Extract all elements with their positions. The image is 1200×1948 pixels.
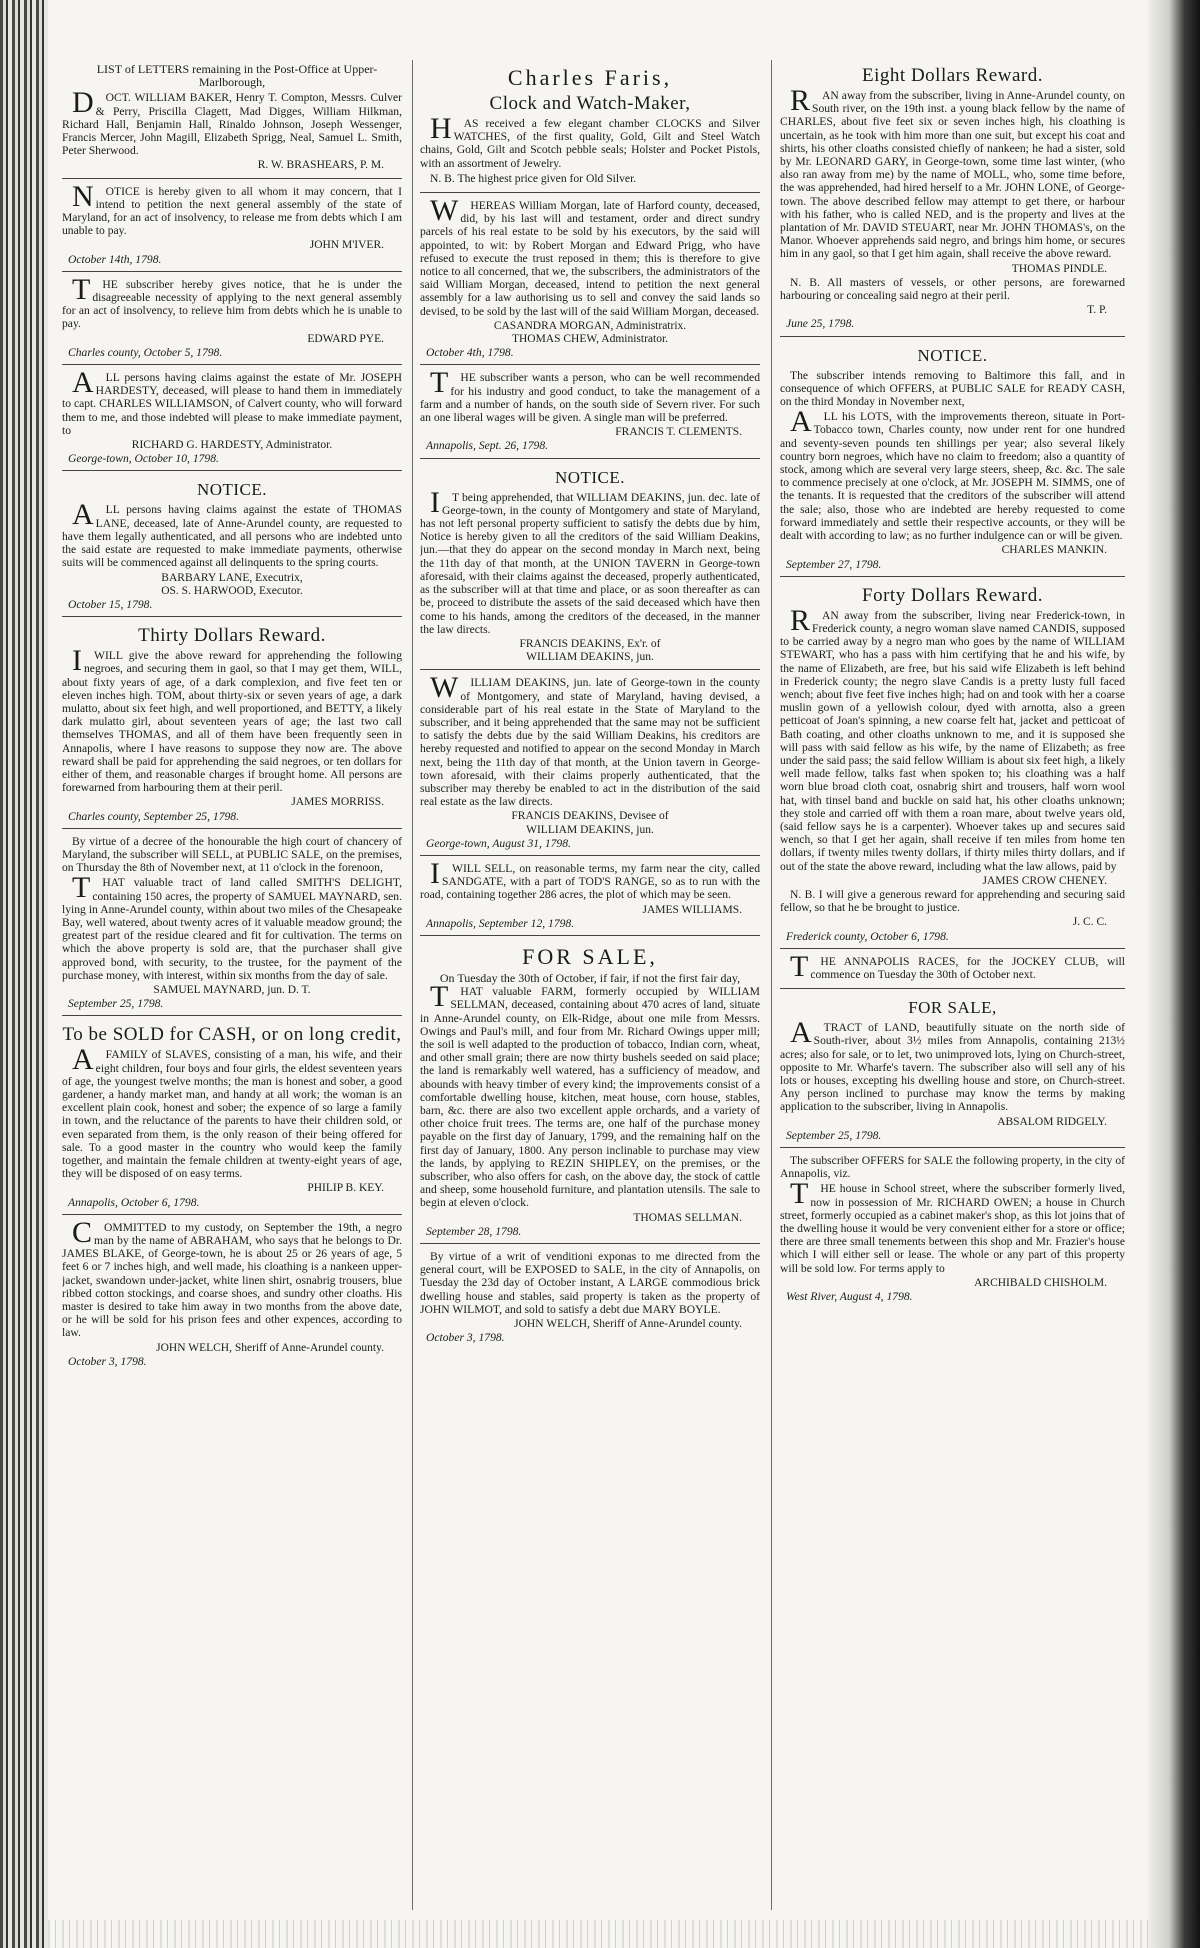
maynard-body: THAT valuable tract of land called SMITH'S DELIGHT, containing 150 acres, the property of SAMUEL MAYNARD, sen. lying in Anne-Arundel county, within about two miles of the Chesapeake Bay, well watered, about twenty acres of it valuable meadow ground; the greatest part of the residue cleared and fit for cultivation. The terms on which the above property is sold are, that the purchaser shall give approved bond, with security, to the trustee, for the payment of the purchase money, with interest, within six months from the day of sale. [62,871,402,982]
forty-date: Frederick county, October 6, 1798. [786,929,949,943]
column-rule [412,60,413,1910]
sellman-sale [420,939,760,1244]
eight-body: RAN away from the subscriber, living in Anne-Arundel county, on South river, on the 19th inst. a young black fellow by the name of CHARLES, about five feet six or seven inches high, his cloathing is uncertain, as he took with him more than one suit, but except his coat and shirts, his other cloaths consisted chiefly of nankeen; he had a sister, sold by Mr. LEONARD GARY, in George-town, some time last winter, (who also ran away from me) by the name of MOLL, who, some time before, the was apprehended, had hired herself to a Mr. JOHN LONE, of George-town. The above described fellow may attempt to get there, or harbour with his father, who is called NED, and is the property and lives at the plantation of Mr. DAVID STEUART, near Mr. JOHN THOMAS's, on the Manor. Whoever apprehends said negro, and brings him home, or secures him in any gaol, so that I get him again, shall receive the above reward. [780,84,1125,261]
eight-signature: THOMAS PINDLE. [1011,262,1107,275]
ridgely-signature: ABSALOM RIDGELY. [997,1115,1107,1128]
deakins-body: IT being apprehended, that WILLIAM DEAKINS, jun. dec. late of George-town, in the county of Montgomery and state of Maryland, has not left personal property sufficient to satisfy the debts due by him, Notice is hereby given to all the creditors of the said William Deakins, jun.—that they do appear on the second monday in March next, being the 11th day of that month, at the UNION TAVERN in George-town aforesaid, with their claims against the deceased, properly authenticated, as the subscriber will at that time and place, or as soon thereafter as can be, proceed to distribute the assets of the said deceased which have then come to his hands, among the creditors of the deceased, in the manner the law directs. [420,485,760,636]
welch2-body: By virtue of a writ of venditioni exponas to me directed from the general court, will be EXPOSED to SALE, in the city of Annapolis, on Tuesday the 23d day of October instant, A LARGE commodious brick dwelling house and stables, said property is taken as the property of JOHN WILMOT, and sold to satisfy a debt due MARY BOYLE. [420,1250,760,1316]
forty-body: RAN away from the subscriber, living near Frederick-town, in Frederick county, a negro woman slave named CANDIS, supposed to be carried away by a negro man who goes by the name of WILLIAM STEWART, who has a pass with him certifying that he and his wife, by the name of Elizabeth, are free, but his said wife Elizabeth is left behind in Frederick county; the negro slave Candis is a pretty lusty full faced wench; about five feet five inches high; had on and took with her a coarse muslin gown of a yellowish colour, dyed with arnotta, also a green petticoat of Joan's spinning, a new coarse felt hat, jacket and petticoat of Bath coating, and other cloaths unknown to me, and it is supposed she will pass with said fellow as his wife, by the name of Elizabeth; as free under the said pass; the said fellow William is about six feet high, a likely well made fellow, talks fast when spoken to; his cloathing was a half worn blue broad cloth coat, osnabrig shirt and trousers, half worn wool hat, with tinsel band and buckle on said hat, his other cloaths unknown; they stole and carried off with them a roan mare, about twelve years old, (said fellow says he is a carpenter). Whoever takes up and secures said wench, so that I get her again, shall receive if ten miles from home ten dollars, if twenty miles twenty dollars, if thirty miles thirty dollars, and if out of the state the above reward, including what the law allows, paid by [780,603,1125,873]
mciver-notice [62,179,402,272]
deakins-notice [420,462,760,671]
maynard-date: September 25, 1798. [68,997,164,1011]
ridgely-body: ATRACT of LAND, beautifully situate on the north side of South-river, about 3½ miles from Annapolis, containing 213½ acres; also for sale, or to let, two unimproved lots, lying on Church-street, opposite to Mr. Wharfe's tavern. The subscriber also will sell any of his lots or houses, excepting his dwelling house and store, on Church-street. Any person inclined to purchase may know the terms by making application to the subscriber, living in Annapolis. [780,1016,1125,1114]
chisholm-sale [780,1151,1125,1308]
faris-heading: Charles Faris, [507,65,673,90]
thirty-date: Charles county, September 25, 1798. [68,809,239,823]
welch-signature: JOHN WELCH, Sheriff of Anne-Arundel county. [156,1341,384,1354]
eight-nb-signature: T. P. [1087,304,1107,317]
letters-notice [62,60,402,179]
mankin-notice [780,340,1125,577]
clements-notice [420,368,760,458]
thirty-body: IWILL give the above reward for apprehending the following negroes, and securing them in gaol, so that I may get them, WILL, about fixty years of age, of a dark complexion, and five feet ten or eleven inches high. TOM, about thirty-six or seven years of age, a dark mulatto, about six feet high, and well proportioned, and BETTY, a likely dark mulatto girl, about seventeen years of age; the last two call themselves THOMAS, and all of them have been frequently seen in Annapolis, where I have reasons to suppose they now are. The above reward shall be paid for apprehending the said negroes, or ten dollars for either of them, and reasonable charges if brought home. All persons are forewarned from harbouring them at their peril. [62,644,402,795]
thirty-heading: Thirty Dollars Reward. [138,625,326,647]
welch-committed [62,1215,402,1373]
ridgely-heading: FOR SALE, [908,998,997,1018]
mankin-body: ALL his LOTS, with the improvements thereon, situate in Port-Tobacco town, Charles county, now under rent for one hundred and seventy-seven pounds ten shillings per year; also several likely country born negroes, which have no claim to freedom; also a quantity of stock, among which are several very large steers, sheep, &c. &c. The sale to commence precisely at one o'clock, at Mr. JOSEPH M. SIMMS, one of the tenants. It is requested that the creditors of the subscriber will attend the sale; also, those who are indebted are hereby requested to come forward immediately and settle their respective accounts, or they will be dealt with according to law; as no further indulgence can or will be given. [780,405,1125,543]
hardesty-signature: RICHARD G. HARDESTY, Administrator. [131,439,333,452]
mankin-intro: The subscriber intends removing to Baltimore this fall, and in consequence of which OFFERS, at PUBLIC SALE for READY CASH, on the third Monday in November next, [780,368,1125,409]
clements-signature: FRANCIS T. CLEMENTS. [615,426,742,439]
lane-heading: NOTICE. [196,480,268,500]
mankin-signature: CHARLES MANKIN. [1001,544,1107,557]
maynard-intro: By virtue of a decree of the honourable the high court of chancery of Maryland, the subscriber will SELL, at PUBLIC SALE, on the premises, on Thursday the 8th of November next, at 11 o'clock in the forenoon, [62,834,402,875]
chisholm-signature: ARCHIBALD CHISHOLM. [974,1276,1107,1289]
faris-subheading: Clock and Watch-Maker, [489,93,691,114]
forty-dollars-reward [780,580,1125,949]
sellman-signature: THOMAS SELLMAN. [633,1211,742,1224]
thirty-signature: JAMES MORRISS. [291,796,384,809]
morgan-date: October 4th, 1798. [426,346,514,360]
williams-date: Annapolis, September 12, 1798. [426,916,575,930]
lane-signature-1: BARBARY LANE, Executrix, [161,571,303,584]
ridgely-date: September 25, 1798. [786,1128,882,1142]
column-3 [780,60,1125,1915]
mciver-date: October 14th, 1798. [68,252,162,266]
faris-nb: N. B. The highest price given for Old Silver. [430,171,637,185]
maynard-sale [62,832,402,1017]
pye-signature: EDWARD PYE. [307,332,384,345]
maynard-signature: SAMUEL MAYNARD, jun. D. T. [153,983,311,996]
races-body: THE ANNAPOLIS RACES, for the JOCKEY CLUB, will commence on Tuesday the 30th of October next. [790,949,1125,983]
key-signature: PHILIP B. KEY. [307,1182,384,1195]
scan-binding-left [0,0,48,1948]
deakins-signature-2: WILLIAM DEAKINS, jun. [526,651,654,664]
thirty-dollars-reward [62,620,402,829]
column-2 [420,60,760,1915]
welch-date: October 3, 1798. [68,1354,147,1368]
pye-date: Charles county, October 5, 1798. [68,345,223,359]
mciver-body: NOTICE is hereby given to all whom it may concern, that I intend to petition the next general assembly of the state of Maryland, for an act of insolvency, to release me from debts which I am unable to pay. [62,179,402,238]
williams-body: IWILL SELL, on reasonable terms, my farm near the city, called SANDGATE, with a part of TOD'S RANGE, so as to run with the road, containing together 286 acres, the plot of which may be seen. [420,856,760,902]
williams-signature: JAMES WILLIAMS. [642,903,742,916]
pye-notice [62,272,402,365]
morgan-body: WHEREAS William Morgan, late of Harford county, deceased, did, by his last will and testament, order and direct sundry parcels of his real estate to be sold by his executors, by the said will appointed, to wit: by Robert Morgan and Edward Prigg, who have refused to execute the trust reposed in them; this is therefore to give notice to all concerned, that we, the subscribers, the administrators of the said William Morgan, deceased, intend to petition the next general assembly for a law authorising us to sell and convey the said lands so devised, to be sold by the last will of the said William Morgan, deceased. [420,194,760,318]
sellman-body: THAT valuable FARM, formerly occupied by WILLIAM SELLMAN, deceased, containing about 470 acres of land, situate in Anne-Arundel county, on Elk-Ridge, about one mile from Messrs. Owings and Paul's mill, and four from Mr. Richard Owings upper mill; the soil is well adapted to the production of tobacco, Indian corn, wheat, and other small grain; there are now thirty bushels seeded on said place; the land is remarkably well watered, has a sufficiency of meadow, and abounds with heavy timber of every kind; the improvements consist of a comfortable dwelling house, kitchen, meat house, corn house, stables, barn, &c. there are also two excellent apple orchards, and a variety of other choice fruit trees. The terms are, one half of the purchase money payable on the first day of January, 1799, and the remaining half on the first day of January, 1800. Any person inclinable to purchase may view the lands, by applying to REZIN SHIPLEY, on the premises, or the subscriber, who also offers for cash, on the above day, the stock of cattle and sheep, some household furniture, and plantation utensils. The sale to begin at eleven o'clock. [420,980,760,1210]
key-date: Annapolis, October 6, 1798. [68,1195,200,1209]
forty-nb-signature: J. C. C. [1072,916,1107,929]
welch2-signature: JOHN WELCH, Sheriff of Anne-Arundel county. [514,1318,742,1331]
lane-signature-2: OS. S. HARWOOD, Executor. [161,584,303,597]
sellman-date: September 28, 1798. [426,1224,522,1238]
welch-sheriff-sale [420,1247,760,1349]
deakins2-signature-1: FRANCIS DEAKINS, Devisee of [511,810,669,823]
deakins-heading: NOTICE. [554,467,626,487]
ridgely-sale [780,992,1125,1148]
clements-date: Annapolis, Sept. 26, 1798. [426,439,549,453]
mankin-heading: NOTICE. [917,345,988,365]
mankin-date: September 27, 1798. [786,557,882,571]
key-body: AFAMILY of SLAVES, consisting of a man, his wife, and their eight children, four boys and four girls, the eldest seventeen years of age, the youngest twelve months; the man is honest and sober, a good gardener, a handy market man, and handy at all work; the woman is an excellent plain cook, honest and sober; the expence of so large a family in town, and the reluctance of the parents to have their children sold, or even separated from them, is the only reason of their being offered for sale. To a good master in the country who would keep the family together, and maintain the female children at twenty-eight years of age, they will be disposed of on easy terms. [62,1043,402,1181]
sellman-subheading: On Tuesday the 30th of October, if fair, if not the first fair day, [439,970,741,985]
letters-title: LIST of LETTERS remaining in the Post-Office at Upper-Marlborough, [96,62,378,90]
eight-nb: N. B. All masters of vessels, or other persons, are forewarned harbouring or concealing said negro at their peril. [780,275,1125,303]
column-rule [771,60,772,1910]
letters-signature: R. W. BRASHEARS, P. M. [257,159,384,172]
lane-body: ALL persons having claims against the estate of THOMAS LANE, deceased, late of Anne-Arundel county, are requested to have them legally authenticated, and all persons who are indebted unto the said estate are requested to make immediate payments, otherwise suits will be commenced against all delinquents to the spring courts. [62,498,402,570]
lane-notice [62,474,402,617]
clements-body: THE subscriber wants a person, who can be well recommended for his industry and good conduct, to take the management of a farm and a number of hands, on the south side of Severn river. For such an one liberal wages will be given. A single man will be preferred. [420,366,760,425]
key-heading: To be SOLD for CASH, or on long credit, [62,1024,402,1046]
eight-dollars-reward [780,60,1125,337]
races-notice [780,949,1125,989]
deakins2-signature-2: WILLIAM DEAKINS, jun. [526,823,654,836]
forty-signature: JAMES CROW CHENEY. [982,874,1107,887]
scan-binding-right [1148,0,1200,1948]
key-sale [62,1019,402,1214]
faris-ad [420,60,760,193]
chisholm-body: THE house in School street, where the subscriber formerly lived, now in possession of Mr. RICHARD OWEN; a house in Church street, formerly occupied as a cabinet maker's shop, as this lot joins that of the dwelling house it would be very convenient either for a store or office; there are three small tenements between this shop and Mr. Frazier's house which I will either sell or lease. The whole or any part of this property will be sold low. For terms apply to [780,1177,1125,1275]
welch2-date: October 3, 1798. [426,1331,505,1345]
eight-date: June 25, 1798. [786,317,855,331]
deakins2-body: WILLIAM DEAKINS, jun. late of George-town in the county of Montgomery, and state of Maryland, having devised, a considerable part of his real estate in the State of Maryland to the subscriber, and it being apprehended that the same may not be sufficient to satisfy the debts due by the said William Deakins, his creditors are hereby requested and notified to appear on the second Monday in March next, being the 11th day of that month, at the Union tavern in George-town aforesaid, with their claims properly authenticated, that the subscriber may thereby be enabled to act in the distribution of the said real estate as the law directs. [420,671,760,809]
morgan-notice [420,196,760,365]
forty-heading: Forty Dollars Reward. [862,584,1043,606]
hardesty-date: George-town, October 10, 1798. [68,452,219,466]
chisholm-intro: The subscriber OFFERS for SALE the following property, in the city of Annapolis, viz. [780,1154,1125,1181]
eight-heading: Eight Dollars Reward. [862,65,1043,86]
column-1 [62,60,402,1915]
scan-bottom-edge [48,1920,1148,1948]
faris-body: HAS received a few elegant chamber CLOCKS and Silver WATCHES, of the first quality, Gold, Gilt and Steel Watch chains, Gold, Gilt and Scotch pebble seals; Holster and Pocket Pistols, with an assortment of Jewelry. [420,112,760,170]
deakins-signature-1: FRANCIS DEAKINS, Ex'r. of [519,637,661,650]
hardesty-notice [62,368,402,471]
forty-nb: N. B. I will give a generous reward for apprehending and securing said fellow, so that he be brought to justice. [780,887,1125,915]
williams-sale [420,856,760,936]
lane-date: October 15, 1798. [68,597,153,611]
chisholm-date: West River, August 4, 1798. [786,1290,913,1304]
mciver-signature: JOHN M'IVER. [309,239,384,252]
morgan-signature-2: THOMAS CHEW, Administrator. [511,333,669,346]
morgan-signature-1: CASANDRA MORGAN, Administratrix. [493,319,687,332]
deakins2-date: George-town, August 31, 1798. [426,836,571,850]
sellman-heading: FOR SALE, [522,943,658,969]
deakins-devisee-notice [420,673,760,856]
pye-body: THE subscriber hereby gives notice, that he is under the disagreeable necessity of applying to the next general assembly for an act of insolvency, to relieve him from debts which he is unable to pay. [62,272,402,331]
letters-body: DOCT. WILLIAM BAKER, Henry T. Compton, Messrs. Culver & Perry, Priscilla Clagett, Mad Digges, William Hilkman, Richard Hall, Benjamin Hall, Rinaldo Johnson, Joseph Wessenger, Francis Mercer, John Magill, Elizabeth Sprigg, Neal, Samuel L. Smith, Peter Sherwood. [62,86,402,158]
hardesty-body: ALL persons having claims against the estate of Mr. JOSEPH HARDESTY, deceased, will please to hand them in immediately to capt. CHARLES WILLIAMSON, of Calvert county, who will forward them to me, and those indebted will please to make immediate payment, to [62,366,402,437]
welch-body: COMMITTED to my custody, on September the 19th, a negro man by the name of ABRAHAM, who says that he belongs to Dr. JAMES BLAKE, of George-town, he is about 25 or 26 years of age, 5 feet 6 or 7 inches high, and well made, his cloathing is a nankeen upper-jacket, swandown under-jacket, white linen shirt, osnabrig trousers, blue ribbed cotton stockings, and coarse shoes, and sundry other cloaths. His master is desired to take him away in two months from the above date, or he will be sold for his prison fees and other expences, according to law. [62,1215,402,1340]
